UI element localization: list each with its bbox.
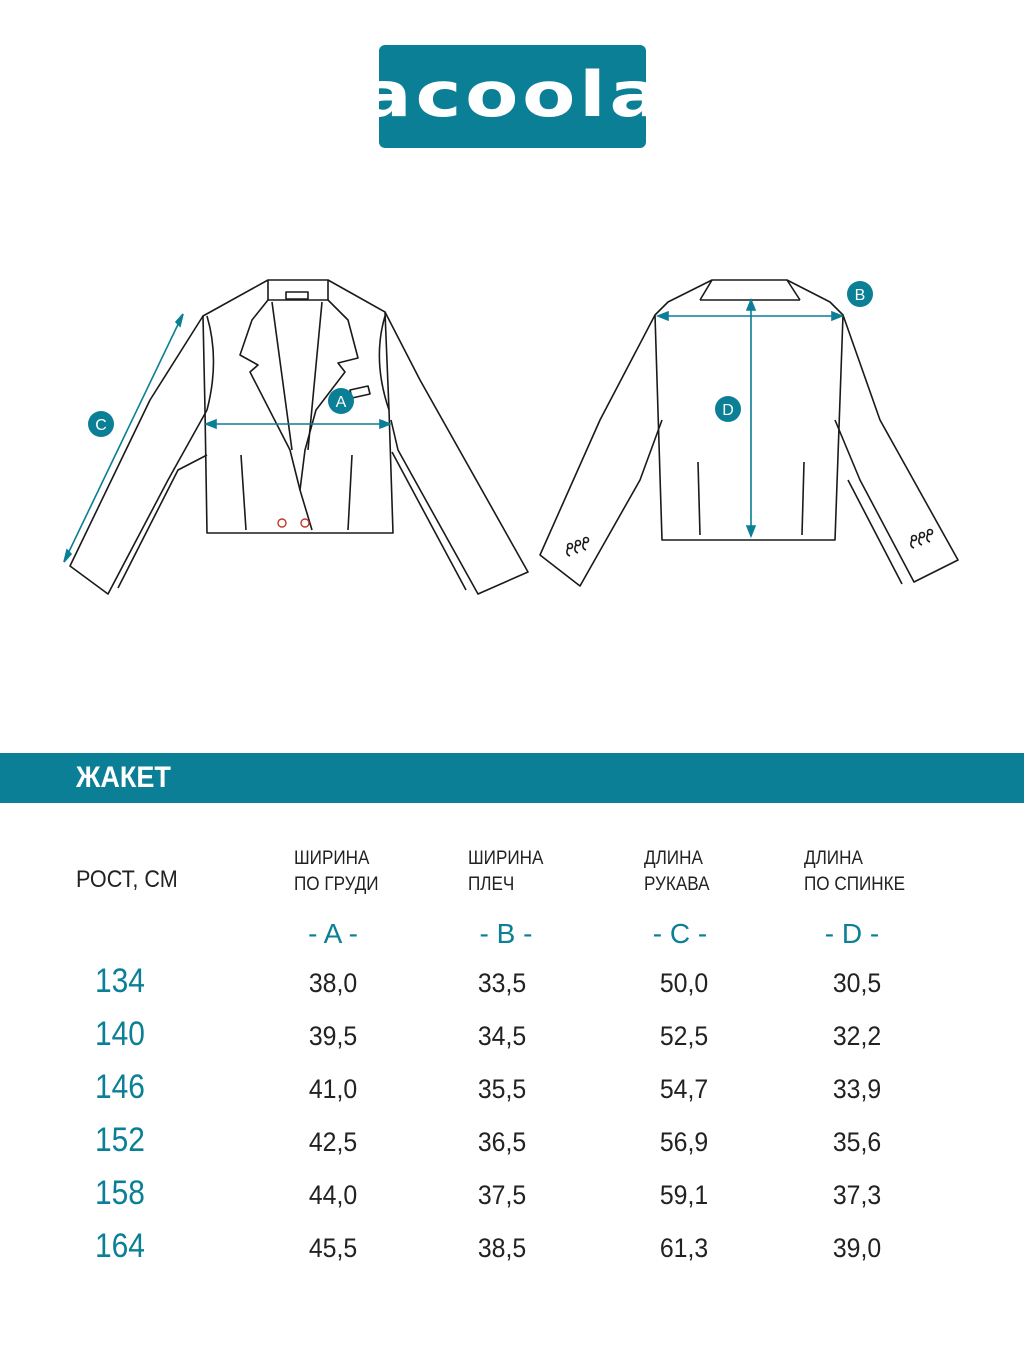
table-cell: 50,0 [659, 968, 709, 998]
growth-header: РОСТ, СМ [76, 866, 178, 893]
column-header-shoulders: ШИРИНА ПЛЕЧ [468, 848, 544, 895]
column-letter-b: - B - [479, 918, 533, 949]
row-height: 152 [95, 1121, 145, 1159]
marker-c [88, 411, 114, 437]
table-cell: 42,5 [308, 1127, 358, 1157]
column-letter-d: - D - [824, 918, 880, 949]
table-cell: 44,0 [308, 1180, 358, 1210]
table-cell: 38,0 [308, 968, 358, 998]
table-cell: 54,7 [659, 1074, 709, 1104]
table-cell: 39,5 [308, 1021, 358, 1051]
measure-a-line [206, 420, 390, 428]
column-letter-c: - C - [652, 918, 708, 949]
table-cell: 34,5 [477, 1021, 527, 1051]
svg-text:D: D [722, 402, 734, 419]
marker-a [328, 388, 354, 414]
logo-text: acoola [359, 57, 666, 131]
column-header-chest: ШИРИНА ПО ГРУДИ [294, 848, 379, 895]
button-icon [301, 519, 309, 527]
jacket-front-drawing [70, 280, 528, 594]
measure-c-line [64, 314, 183, 562]
table-cell: 33,9 [832, 1074, 882, 1104]
table-cell: 37,3 [832, 1180, 882, 1210]
table-cell: 35,5 [477, 1074, 527, 1104]
table-cell: 30,5 [832, 968, 882, 998]
table-cell: 35,6 [832, 1127, 882, 1157]
marker-d [715, 396, 741, 422]
column-letter-a: - A - [308, 918, 358, 949]
measure-b-line [658, 312, 842, 320]
table-cell: 59,1 [659, 1180, 709, 1210]
section-title: ЖАКЕТ [76, 761, 171, 794]
button-icon [278, 519, 286, 527]
column-header-sleeve: ДЛИНА РУКАВА [644, 848, 710, 895]
table-cell: 37,5 [477, 1180, 527, 1210]
table-cell: 38,5 [477, 1233, 527, 1263]
svg-text:C: C [95, 417, 107, 434]
table-cell: 45,5 [308, 1233, 358, 1263]
row-height: 140 [95, 1015, 145, 1053]
table-cell: 39,0 [832, 1233, 882, 1263]
row-height: 134 [95, 962, 145, 1000]
row-height: 164 [95, 1227, 145, 1265]
table-cell: 33,5 [477, 968, 527, 998]
table-cell: 52,5 [659, 1021, 709, 1051]
table-cell: 56,9 [659, 1127, 709, 1157]
table-cell: 61,3 [659, 1233, 709, 1263]
marker-b [847, 281, 873, 307]
table-cell: 36,5 [477, 1127, 527, 1157]
table-cell: 32,2 [832, 1021, 882, 1051]
measure-d-line [747, 300, 755, 536]
row-height: 146 [95, 1068, 145, 1106]
jacket-back-drawing [540, 280, 958, 586]
svg-text:A: A [335, 394, 347, 411]
column-header-back-length: ДЛИНА ПО СПИНКЕ [804, 848, 905, 895]
row-height: 158 [95, 1174, 145, 1212]
section-band [0, 753, 1024, 803]
table-cell: 41,0 [308, 1074, 358, 1104]
svg-text:B: B [854, 287, 866, 304]
